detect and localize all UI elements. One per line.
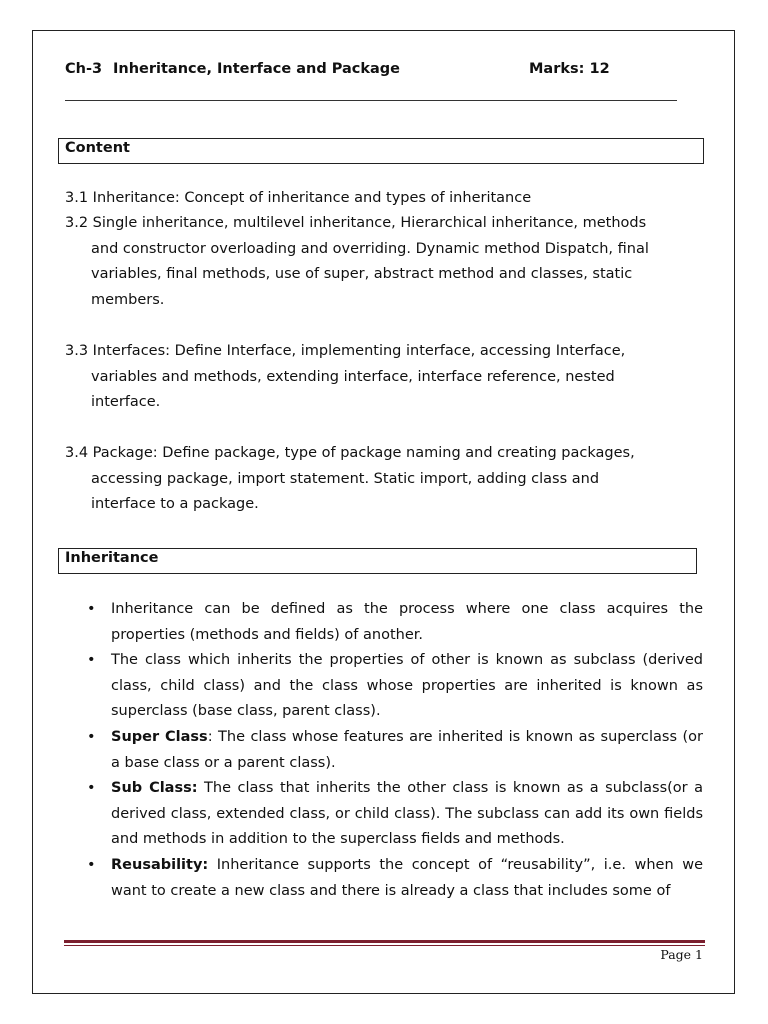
bullet-text: The class which inherits the properties of other is known as subclass (derived class, child class) and the class whose properties are inherited is known as superclass (base class, parent class). (111, 652, 703, 720)
section-3-2-line: and constructor overloading and overriding. Dynamic method Dispatch, final (91, 240, 649, 257)
header-rule (65, 100, 677, 101)
footer-rule-thin (64, 945, 705, 946)
section-3-1-text: 3.1 Inheritance: Concept of inheritance and types of inheritance (65, 190, 532, 206)
list-item (87, 725, 703, 776)
list-item (87, 853, 703, 904)
bullet-text: The class that inherits the other class is known as a subclass(or a derived class, extended class, or child class). The subclass can add its own fields and methods in addition to the superclass fields and methods. (111, 780, 703, 848)
section-3-3-line: interface. (91, 394, 161, 410)
bullet-text: : The class whose features are inherited is known as superclass (or a base class or a parent class). (111, 728, 703, 771)
section-3-4 (65, 441, 705, 518)
bullet-term: Sub Class: (111, 780, 198, 797)
section-3-4-line: accessing package, import statement. Static import, adding class and (91, 470, 600, 487)
section-3-2-line: 3.2 Single inheritance, multilevel inheritance, Hierarchical inheritance, methods (65, 215, 647, 231)
list-item (87, 776, 703, 853)
page-number: Page 1 (660, 947, 703, 962)
inheritance-heading-box (58, 548, 697, 574)
inheritance-bullet-list (87, 597, 703, 904)
content-heading-box (58, 138, 704, 164)
section-3-2-line: variables, final methods, use of super, abstract method and classes, static (91, 266, 633, 282)
marks: Marks: 12 (529, 61, 610, 77)
list-item (87, 648, 703, 725)
section-3-2-line: members. (91, 291, 165, 308)
section-3-1 (65, 186, 705, 212)
section-3-4-line: 3.4 Package: Define package, type of package naming and creating packages, (65, 445, 635, 461)
bullet-text: Inheritance supports the concept of “reusability”, i.e. when we want to create a new class and there is already a class that includes some of (111, 856, 703, 899)
list-item (87, 597, 703, 648)
chapter-title: Inheritance, Interface and Package (113, 61, 401, 77)
section-3-2 (65, 211, 705, 313)
section-3-3 (65, 339, 705, 416)
section-3-3-line: 3.3 Interfaces: Define Interface, implementing interface, accessing Interface, (65, 343, 626, 359)
bullet-text: Inheritance can be defined as the process where one class acquires the properties (methods and fields) of another. (111, 601, 703, 643)
section-3-3-line: variables and methods, extending interface, interface reference, nested (91, 368, 615, 385)
section-3-4-line: interface to a package. (91, 496, 259, 512)
content-heading: Content (65, 140, 130, 156)
footer-rule-thick (64, 940, 705, 943)
chapter-number: Ch-3 (65, 61, 103, 77)
bullet-term: Reusability: (111, 856, 209, 873)
inheritance-heading: Inheritance (65, 550, 159, 566)
bullet-term: Super Class (111, 728, 208, 745)
